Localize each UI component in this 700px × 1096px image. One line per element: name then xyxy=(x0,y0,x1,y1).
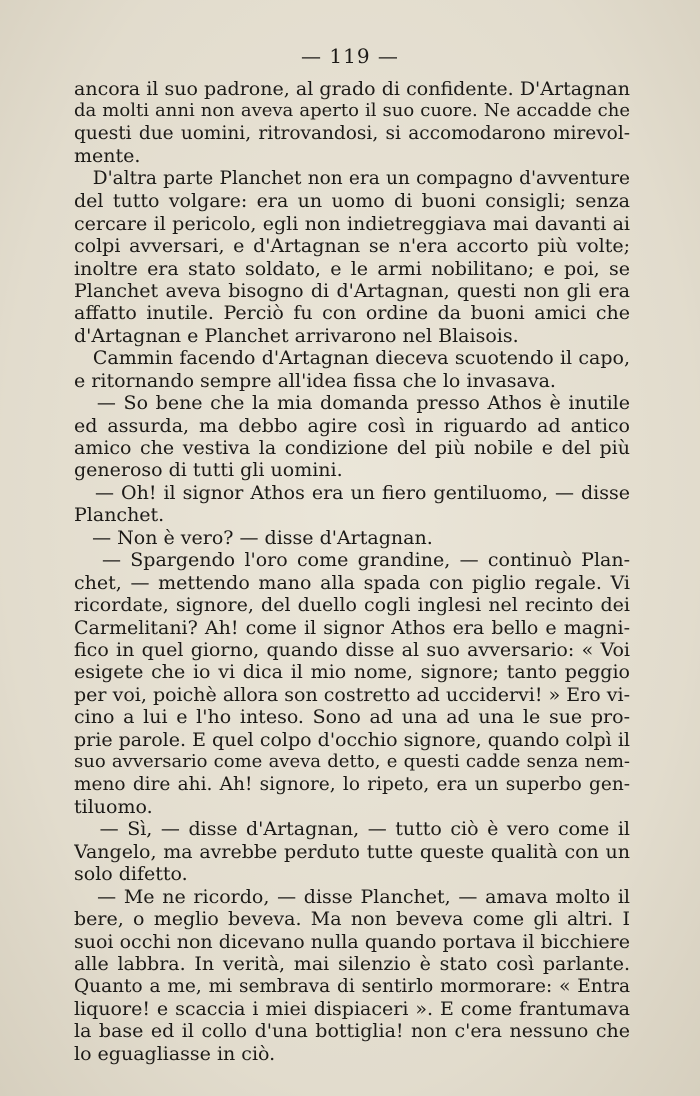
text-line: affatto inutile. Perciò fu con ordine da buoni amici che xyxy=(74,302,630,325)
text-line: chet, — mettendo mano alla spada con piglio regale. Vi xyxy=(74,571,630,594)
text-line: tiluomo. xyxy=(74,796,153,818)
text-line: generoso di tutti gli uomini. xyxy=(74,459,343,482)
text-line: Quanto a me, mi sembrava di sentirlo mormorare: « Entra xyxy=(74,975,630,997)
text-line: liquore! e scaccia i miei dispiaceri ». E come frantumava xyxy=(74,997,630,1020)
text-line: ricordate, signore, del duello cogli inglesi nel recinto dei xyxy=(74,594,630,617)
text-line: — Oh! il signor Athos era un fiero gentiluomo, — disse xyxy=(74,481,630,504)
text-line: mente. xyxy=(74,145,141,168)
text-line: colpi avversari, e d'Artagnan se n'era accorto più volte; xyxy=(74,235,630,258)
text-line: Cammin facendo d'Artagnan dieceva scuotendo il capo, xyxy=(74,347,630,370)
text-line: cino a lui e l'ho inteso. Sono ad una ad una le sue pro- xyxy=(74,706,630,729)
text-line: D'altra parte Planchet non era un compagno d'avventure xyxy=(74,167,630,189)
text-line: bere, o meglio beveva. Ma non beveva come gli altri. I xyxy=(74,908,630,931)
text-line: fico in quel giorno, quando disse al suo avversario: « Voi xyxy=(74,638,630,661)
text-line: Planchet aveva bisogno di d'Artagnan, questi non gli era xyxy=(74,279,630,302)
text-line: Planchet. xyxy=(74,504,165,527)
text-line: — Non è vero? — disse d'Artagnan. xyxy=(74,526,433,549)
text-line: lo eguagliasse in ciò. xyxy=(74,1042,276,1065)
text-line: e ritornando sempre all'idea fissa che lo invasava. xyxy=(74,369,556,392)
text-line: da molti anni non aveva aperto il suo cuore. Ne accadde che xyxy=(74,100,630,122)
text-line: esigete che io vi dica il mio nome, signore; tanto peggio xyxy=(74,661,630,684)
text-line: inoltre era stato soldato, e le armi nobilitano; e poi, se xyxy=(74,257,630,280)
text-line: amico che vestiva la condizione del più nobile e del più xyxy=(74,437,630,459)
text-line: ed assurda, ma debbo agire così in riguardo ad antico xyxy=(74,414,630,437)
text-line: la base ed il collo d'una bottiglia! non c'era nessuno che xyxy=(74,1020,630,1043)
page-number: — 119 — xyxy=(301,44,399,68)
text-line: ancora il suo padrone, al grado di confidente. D'Artagnan xyxy=(74,78,630,100)
text-line: — Sì, — disse d'Artagnan, — tutto ciò è vero come il xyxy=(74,818,630,841)
text-line: suo avversario come aveva detto, e questi cadde senza nem- xyxy=(74,751,630,773)
text-line: questi due uomini, ritrovandosi, si accomodarono mirevol- xyxy=(74,122,630,144)
text-line: prie parole. E quel colpo d'occhio signore, quando colpì il xyxy=(74,728,630,751)
text-line: suoi occhi non dicevano nulla quando portava il bicchiere xyxy=(74,930,630,953)
text-line: cercare il pericolo, egli non indietreggiava mai davanti ai xyxy=(74,212,630,235)
text-line: — So bene che la mia domanda presso Athos è inutile xyxy=(74,392,630,415)
text-line: per voi, poichè allora son costretto ad uccidervi! » Ero vi- xyxy=(74,683,630,706)
text-line: d'Artagnan e Planchet arrivarono nel Blaisois. xyxy=(74,324,519,347)
text-body xyxy=(74,78,630,1065)
text-line: del tutto volgare: era un uomo di buoni consigli; senza xyxy=(74,190,630,213)
text-line: alle labbra. In verità, mai silenzio è stato così parlante. xyxy=(74,953,630,976)
text-line: — Spargendo l'oro come grandine, — continuò Plan- xyxy=(74,549,630,572)
text-line: — Me ne ricordo, — disse Planchet, — amava molto il xyxy=(74,885,630,908)
text-line: solo difetto. xyxy=(74,863,188,886)
text-line: meno dire ahi. Ah! signore, lo ripeto, era un superbo gen- xyxy=(74,773,630,795)
text-line: Vangelo, ma avrebbe perduto tutte queste qualità con un xyxy=(74,840,630,863)
text-line: Carmelitani? Ah! come il signor Athos era bello e magni- xyxy=(74,616,630,639)
